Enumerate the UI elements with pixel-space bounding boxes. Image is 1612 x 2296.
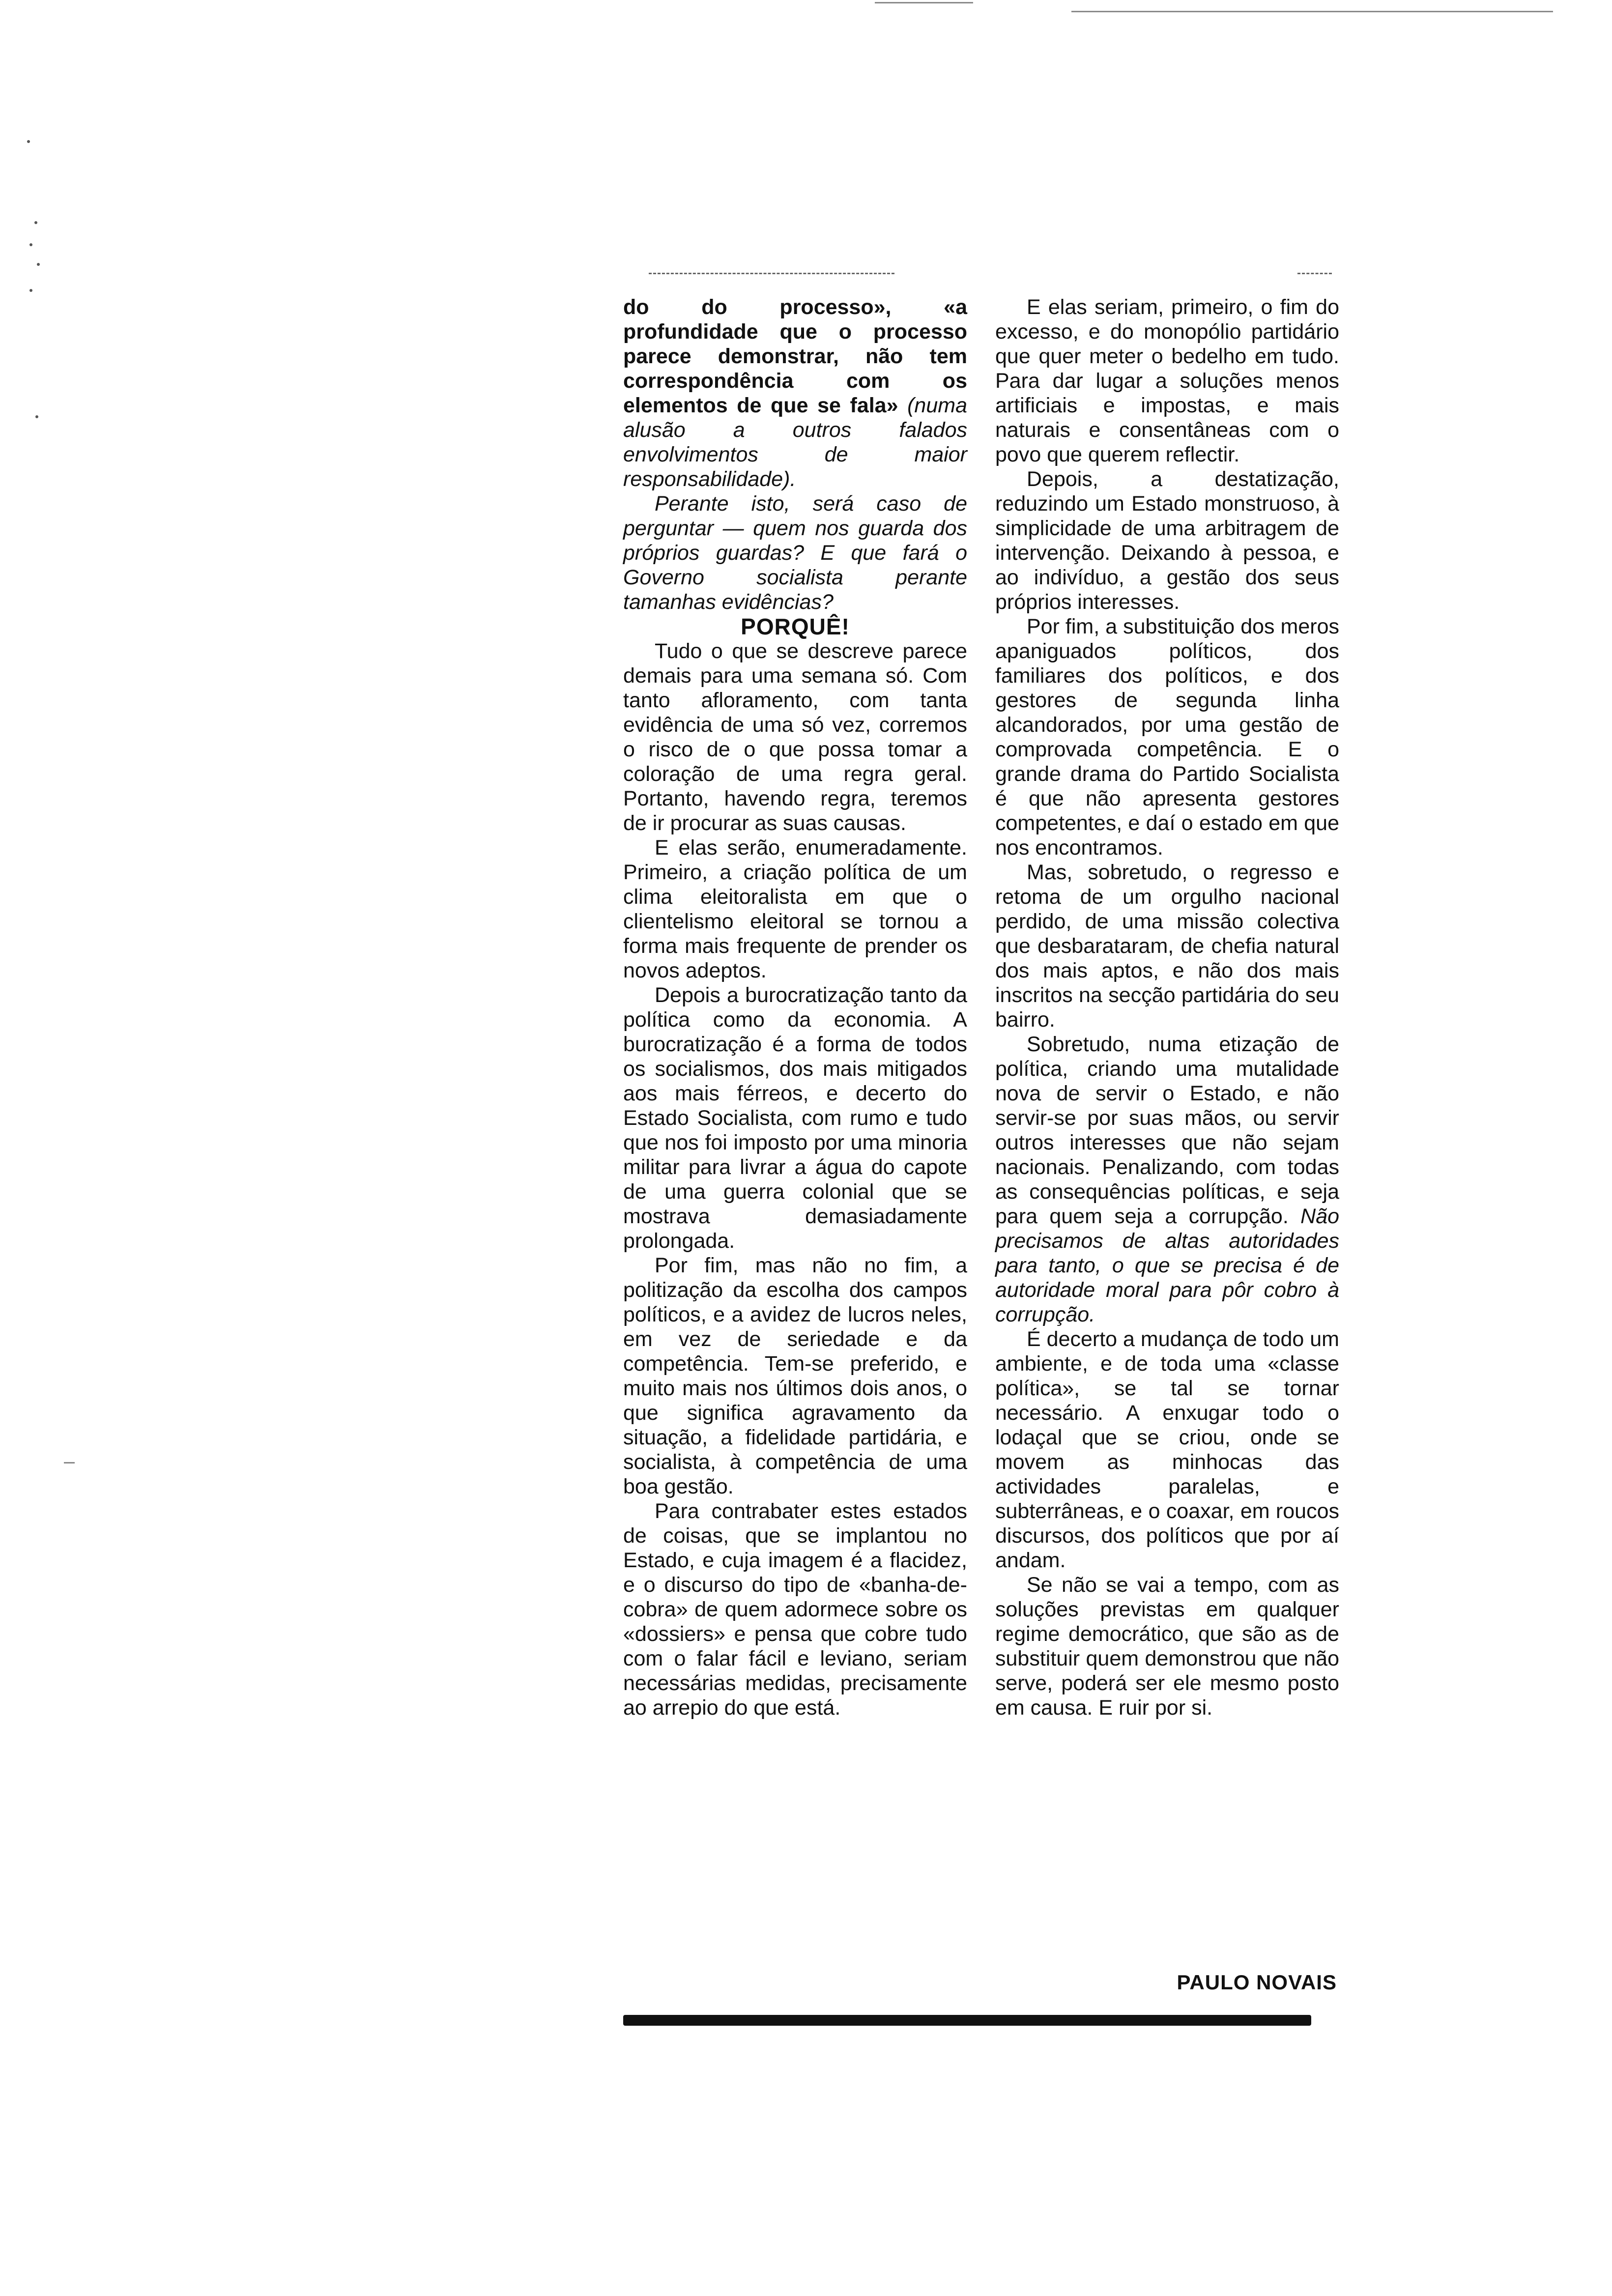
- paragraph: Para contrabater estes estados de coisas, que se implantou no Estado, e cuja imagem é a flacidez, e o discurso do tipo de «banha-de-cobra» de quem adormece sobre os «dossiers» e pensa que cobre tudo com o falar fácil e leviano, seriam necessárias medidas, precisamente ao arrepio do que está.: [623, 1499, 967, 1720]
- paragraph: Depois a burocratização tanto da política como da economia. A burocratização é a forma de todos os socialismos, dos mais mitigados aos mais férreos, e decerto do Estado Socialista, com rumo e tudo que nos foi imposto por uma minoria militar para livrar a água do capote de uma guerra colonial que se mostrava demasiadamente prolongada.: [623, 983, 967, 1253]
- italic-aside: (numa alusão a outros falados envolvimentos de maior responsabilidade).: [623, 394, 967, 491]
- scan-dot: [34, 221, 37, 224]
- subheading: PORQUÊ!: [741, 614, 850, 639]
- paragraph: Por fim, mas não no fim, a politização da escolha dos campos políticos, e a avidez de lucros neles, em vez de seriedade e da competência. Tem-se preferido, e muito mais nos últimos dois anos, o que significa agravamento da situação, a fidelidade partidária, e socialista, à competência de uma boa gestão.: [623, 1254, 967, 1498]
- paragraph: Se não se vai a tempo, com as soluções previstas em qualquer regime democrático, que são as de substituir quem demonstrou que não serve, poderá ser ele mesmo posto em causa. E ruir por si.: [995, 1573, 1339, 1720]
- paragraph: Depois, a destatização, reduzindo um Estado monstruoso, à simplicidade de uma arbitragem de intervenção. Deixando à pessoa, e ao indivíduo, a gestão dos seus próprios interesses.: [995, 467, 1339, 614]
- article-right-column: [995, 295, 1339, 1720]
- clipping-top-edge-right: [1297, 273, 1332, 277]
- italic-sentence: Não precisamos de altas autoridades para tanto, o que se precisa é de autoridade moral para pôr cobro à corrupção.: [995, 1205, 1339, 1326]
- scan-mark-top: [875, 2, 973, 3]
- scan-dot: [29, 243, 32, 246]
- paragraph: [623, 295, 967, 491]
- bottom-rule: [623, 2015, 1311, 2026]
- paragraph-text: Sobretudo, numa etização de política, criando uma mutalidade nova de servir o Estado, e não servir-se por suas mãos, ou servir outros interesses que não sejam nacionais. Penalizando, com todas as consequências políticas, e seja para quem seja a corrupção.: [995, 1033, 1339, 1228]
- scan-dot: [37, 263, 40, 266]
- paragraph: E elas serão, enumeradamente. Primeiro, a criação política de um clima eleitoralista em que o clientelismo eleitoral se tornou a forma mais frequente de prender os novos adeptos.: [623, 836, 967, 982]
- paragraph: É decerto a mudança de todo um ambiente, e de toda uma «classe política», se tal se tornar necessário. A enxugar todo o lodaçal que se criou, onde se movem as minhocas das actividades paralelas, e subterrâneas, e o coaxar, em roucos discursos, dos políticos que por aí andam.: [995, 1327, 1339, 1572]
- scan-mark-top-long: [1071, 11, 1553, 12]
- bold-quote: do do processo», «a profundidade que o processo parece demonstrar, não tem correspondência com os elementos de que se fala»: [623, 295, 967, 417]
- paragraph: [995, 1032, 1339, 1327]
- author-byline: PAULO NOVAIS: [1177, 1971, 1337, 1994]
- scan-dot: [27, 140, 30, 143]
- scan-dot: [29, 289, 32, 292]
- paragraph: Tudo o que se descreve parece demais para uma semana só. Com tanto afloramento, com tanta evidência de uma só vez, corremos o risco de o que possa tomar a coloração de uma regra geral. Portanto, havendo regra, teremos de ir procurar as suas causas.: [623, 639, 967, 835]
- clipping-top-edge-left: [649, 273, 894, 277]
- scan-dot: [35, 415, 38, 418]
- paragraph: Mas, sobretudo, o regresso e retoma de um orgulho nacional perdido, de uma missão colectiva que desbarataram, de chefia natural dos mais aptos, e não dos mais inscritos na secção partidária do seu bairro.: [995, 861, 1339, 1032]
- article-left-column: [623, 295, 967, 1720]
- paragraph: Perante isto, será caso de perguntar — quem nos guarda dos próprios guardas? E que fará o Governo socialista perante tamanhas evidências?: [623, 492, 967, 614]
- scan-mark-left: [64, 1462, 75, 1464]
- paragraph: E elas seriam, primeiro, o fim do excesso, e do monopólio partidário que quer meter o bedelho em tudo. Para dar lugar a soluções menos artificiais e impostas, e mais naturais e consentâneas com o povo que querem reflectir.: [995, 295, 1339, 466]
- paragraph: Por fim, a substituição dos meros apaniguados políticos, dos familiares dos políticos, e dos gestores de segunda linha alcandorados, por uma gestão de comprovada competência. E o grande drama do Partido Socialista é que não apresenta gestores competentes, e daí o estado em que nos encontramos.: [995, 615, 1339, 860]
